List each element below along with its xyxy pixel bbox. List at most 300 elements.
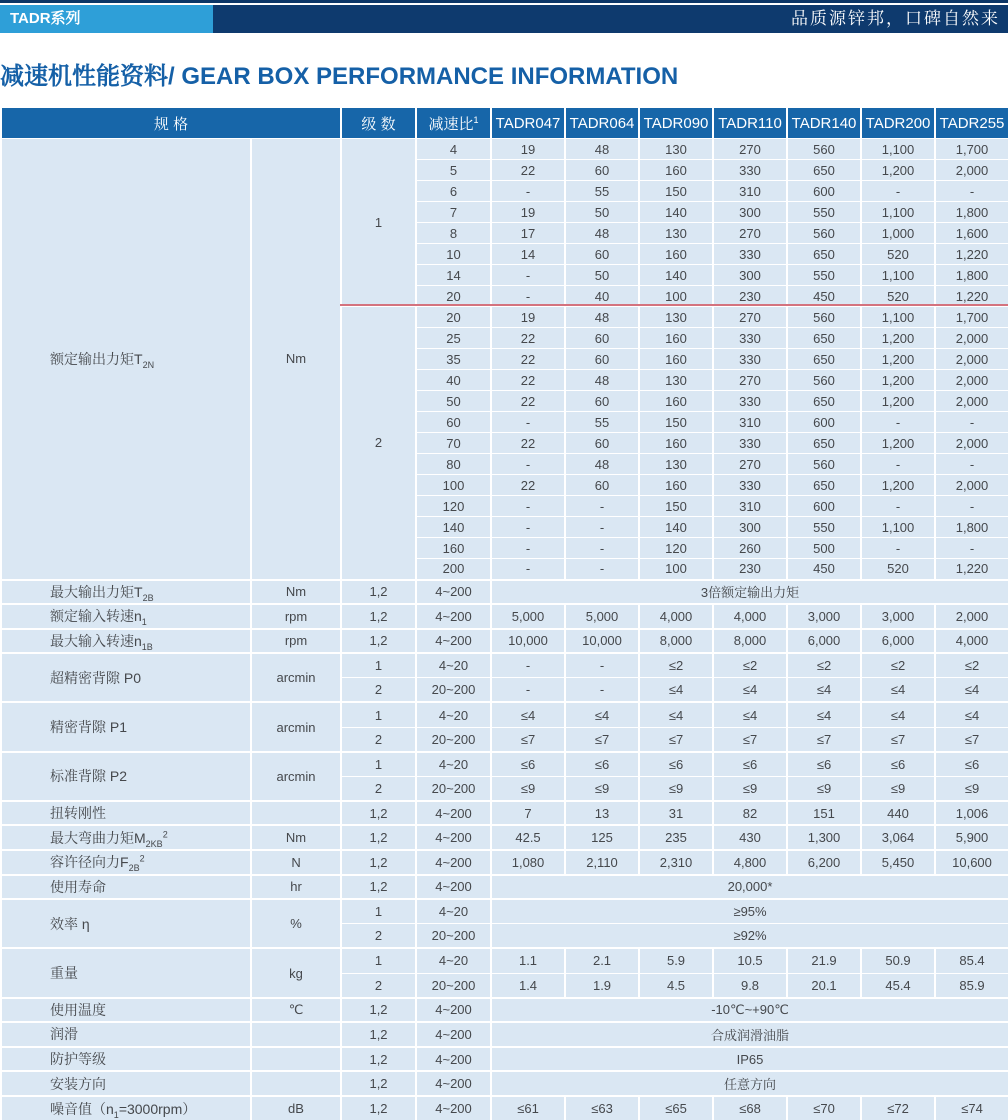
value-cell: 330 — [713, 433, 787, 454]
stage-cell: 1,2 — [341, 1047, 416, 1072]
stage-cell: 1 — [341, 899, 416, 924]
value-cell: 22 — [491, 349, 565, 370]
value-cell: 270 — [713, 370, 787, 391]
value-cell: 160 — [639, 391, 713, 412]
value-cell: 2,000 — [935, 391, 1008, 412]
label-part: 2 — [139, 853, 145, 864]
value-cell: ≤7 — [861, 727, 935, 752]
value-cell: 2,000 — [935, 328, 1008, 349]
label-part: 超精密背隙 P0 — [50, 669, 142, 686]
value-cell: 1,100 — [861, 307, 935, 328]
label-part: 1 — [113, 1109, 119, 1120]
row-label — [1, 875, 251, 900]
value-cell: 60 — [565, 433, 639, 454]
value-cell: - — [565, 496, 639, 517]
label-part: 扭转刚性 — [50, 805, 106, 822]
value-cell: 160 — [639, 328, 713, 349]
value-cell: 60 — [565, 349, 639, 370]
unit-cell: arcmin — [251, 752, 341, 801]
value-cell: ≤4 — [713, 702, 787, 727]
ratio-cell: 5 — [416, 160, 491, 181]
value-cell: - — [491, 454, 565, 475]
table-row — [1, 139, 1008, 160]
value-cell: ≤2 — [935, 653, 1008, 678]
value-cell: 1,006 — [935, 801, 1008, 826]
ratio-cell: 4~200 — [416, 1047, 491, 1072]
value-cell: ≤9 — [491, 776, 565, 801]
row-label — [1, 1096, 251, 1120]
value-cell: 10,000 — [565, 629, 639, 654]
value-cell: 1,080 — [491, 850, 565, 875]
value-cell: 500 — [787, 538, 861, 559]
column-header-TADR047: TADR047 — [491, 108, 565, 139]
value-cell: 50 — [565, 202, 639, 223]
value-cell: 2,310 — [639, 850, 713, 875]
value-cell: 1,220 — [935, 286, 1008, 307]
ratio-footnote-sup: 1 — [473, 114, 479, 125]
value-cell: ≤7 — [639, 727, 713, 752]
value-cell: 10,600 — [935, 850, 1008, 875]
value-cell: 650 — [787, 160, 861, 181]
unit-cell — [251, 1047, 341, 1072]
value-cell: - — [491, 678, 565, 703]
value-cell: 270 — [713, 139, 787, 160]
ratio-cell: 4~200 — [416, 850, 491, 875]
value-cell: ≤63 — [565, 1096, 639, 1120]
label-part: 噪音值（n — [50, 1100, 114, 1117]
value-cell: - — [861, 181, 935, 202]
value-cell: 45.4 — [861, 973, 935, 998]
value-cell: 5,000 — [491, 604, 565, 629]
ratio-cell: 4~200 — [416, 1096, 491, 1120]
row-label — [1, 702, 251, 751]
value-cell: ≤4 — [639, 702, 713, 727]
ratio-cell: 20~200 — [416, 727, 491, 752]
value-cell: 1,200 — [861, 349, 935, 370]
ratio-cell: 35 — [416, 349, 491, 370]
value-cell: 300 — [713, 202, 787, 223]
value-cell: 5,450 — [861, 850, 935, 875]
ratio-cell: 40 — [416, 370, 491, 391]
value-cell: 1,600 — [935, 223, 1008, 244]
ratio-cell: 4~200 — [416, 1022, 491, 1047]
value-cell: - — [565, 678, 639, 703]
value-cell: ≤2 — [861, 653, 935, 678]
unit-cell — [251, 801, 341, 826]
performance-table — [0, 108, 1008, 1120]
stage-cell: 2 — [341, 307, 416, 580]
stage-cell: 1 — [341, 139, 416, 307]
value-cell: ≤2 — [713, 653, 787, 678]
value-cell: 48 — [565, 370, 639, 391]
value-cell: 520 — [861, 286, 935, 307]
value-cell: 1,300 — [787, 825, 861, 850]
unit-cell: arcmin — [251, 702, 341, 751]
value-cell: ≤9 — [935, 776, 1008, 801]
stage-cell: 1 — [341, 948, 416, 973]
label-part: 2B — [128, 863, 140, 874]
value-cell: - — [491, 286, 565, 307]
value-cell: 130 — [639, 454, 713, 475]
value-cell: 22 — [491, 370, 565, 391]
ratio-cell: 4~200 — [416, 580, 491, 605]
ratio-cell: 14 — [416, 265, 491, 286]
value-cell: 10,000 — [491, 629, 565, 654]
value-cell: 13 — [565, 801, 639, 826]
value-cell: 20.1 — [787, 973, 861, 998]
value-cell: 600 — [787, 181, 861, 202]
value-cell: 1.1 — [491, 948, 565, 973]
ratio-label: 减速比 — [428, 115, 474, 133]
value-cell: ≤7 — [565, 727, 639, 752]
ratio-cell: 20~200 — [416, 973, 491, 998]
value-cell: 22 — [491, 391, 565, 412]
value-cell: 560 — [787, 370, 861, 391]
value-cell: 650 — [787, 391, 861, 412]
value-cell: 600 — [787, 412, 861, 433]
value-cell: 235 — [639, 825, 713, 850]
stage-cell: 2 — [341, 973, 416, 998]
value-cell: ≤6 — [639, 752, 713, 777]
value-cell: 3,000 — [861, 604, 935, 629]
value-cell: 1,220 — [935, 244, 1008, 265]
value-cell: 22 — [491, 433, 565, 454]
table-row — [1, 580, 1008, 605]
value-cell: 19 — [491, 202, 565, 223]
value-cell: ≤4 — [639, 678, 713, 703]
span-value-cell: ≥95% — [491, 899, 1008, 924]
value-cell: 125 — [565, 825, 639, 850]
value-cell: 560 — [787, 307, 861, 328]
value-cell: 130 — [639, 223, 713, 244]
unit-cell: Nm — [251, 139, 341, 580]
ratio-cell: 20 — [416, 307, 491, 328]
label-part: 容许径向力F — [50, 854, 129, 871]
column-header-TADR140: TADR140 — [787, 108, 861, 139]
unit-cell — [251, 1022, 341, 1047]
value-cell: 2,000 — [935, 349, 1008, 370]
value-cell: 40 — [565, 286, 639, 307]
value-cell: 6,000 — [787, 629, 861, 654]
value-cell: ≤6 — [861, 752, 935, 777]
value-cell: 300 — [713, 265, 787, 286]
stage-cell: 1,2 — [341, 604, 416, 629]
value-cell: 130 — [639, 139, 713, 160]
value-cell: ≤7 — [935, 727, 1008, 752]
column-header-TADR255: TADR255 — [935, 108, 1008, 139]
value-cell: ≤61 — [491, 1096, 565, 1120]
stage-cell: 1,2 — [341, 875, 416, 900]
ratio-cell: 20~200 — [416, 776, 491, 801]
label-part: 额定输出力矩T — [50, 350, 143, 367]
table-row — [1, 825, 1008, 850]
label-part: 安装方向 — [50, 1075, 106, 1092]
label-part: 精密背隙 P1 — [50, 719, 128, 736]
value-cell: - — [491, 517, 565, 538]
value-cell: 10.5 — [713, 948, 787, 973]
value-cell: 48 — [565, 223, 639, 244]
row-label — [1, 580, 251, 605]
value-cell: 270 — [713, 223, 787, 244]
ratio-cell: 4~20 — [416, 899, 491, 924]
value-cell: ≤9 — [639, 776, 713, 801]
value-cell: - — [565, 538, 639, 559]
value-cell: 4,000 — [639, 604, 713, 629]
value-cell: 1,200 — [861, 391, 935, 412]
value-cell: 82 — [713, 801, 787, 826]
value-cell: 60 — [565, 391, 639, 412]
value-cell: 5.9 — [639, 948, 713, 973]
row-label — [1, 825, 251, 850]
stage-cell: 1 — [341, 653, 416, 678]
value-cell: 6,200 — [787, 850, 861, 875]
value-cell: 60 — [565, 244, 639, 265]
value-cell: 1,100 — [861, 265, 935, 286]
value-cell: - — [861, 412, 935, 433]
value-cell: ≤6 — [491, 752, 565, 777]
value-cell: 450 — [787, 286, 861, 307]
table-row — [1, 899, 1008, 924]
row-label — [1, 998, 251, 1023]
table-row — [1, 1096, 1008, 1120]
value-cell: ≤4 — [565, 702, 639, 727]
value-cell: 1,100 — [861, 139, 935, 160]
value-cell: 55 — [565, 412, 639, 433]
column-header-ratio — [416, 108, 491, 139]
value-cell: 50 — [565, 265, 639, 286]
value-cell: 3,064 — [861, 825, 935, 850]
table-row — [1, 604, 1008, 629]
ratio-cell: 4~200 — [416, 604, 491, 629]
unit-cell: rpm — [251, 604, 341, 629]
value-cell: 5,900 — [935, 825, 1008, 850]
value-cell: - — [491, 496, 565, 517]
value-cell: - — [565, 559, 639, 580]
value-cell: ≤65 — [639, 1096, 713, 1120]
value-cell: - — [861, 454, 935, 475]
value-cell: ≤4 — [713, 678, 787, 703]
value-cell: 60 — [565, 160, 639, 181]
value-cell: 7 — [491, 801, 565, 826]
value-cell: 310 — [713, 181, 787, 202]
table-row — [1, 801, 1008, 826]
value-cell: 4,800 — [713, 850, 787, 875]
value-cell: ≤7 — [713, 727, 787, 752]
ratio-cell: 160 — [416, 538, 491, 559]
ratio-cell: 4~20 — [416, 702, 491, 727]
value-cell: 270 — [713, 454, 787, 475]
row-label — [1, 850, 251, 875]
value-cell: 1,800 — [935, 517, 1008, 538]
table-row — [1, 850, 1008, 875]
value-cell: 31 — [639, 801, 713, 826]
unit-cell: % — [251, 899, 341, 948]
value-cell: 520 — [861, 559, 935, 580]
label-part: 效率 η — [50, 915, 90, 932]
value-cell: 1,100 — [861, 517, 935, 538]
value-cell: 160 — [639, 433, 713, 454]
value-cell: - — [491, 265, 565, 286]
value-cell: 1,200 — [861, 160, 935, 181]
label-part: 润滑 — [50, 1026, 78, 1043]
value-cell: 19 — [491, 139, 565, 160]
ratio-cell: 4~200 — [416, 825, 491, 850]
ratio-cell: 25 — [416, 328, 491, 349]
span-value-cell: 任意方向 — [491, 1071, 1008, 1096]
unit-cell: ℃ — [251, 998, 341, 1023]
value-cell: 19 — [491, 307, 565, 328]
value-cell: 3,000 — [787, 604, 861, 629]
value-cell: 140 — [639, 202, 713, 223]
value-cell: 150 — [639, 412, 713, 433]
table-body — [1, 139, 1008, 1120]
value-cell: 600 — [787, 496, 861, 517]
top-bar — [0, 5, 1008, 33]
ratio-cell: 4 — [416, 139, 491, 160]
value-cell: - — [935, 412, 1008, 433]
ratio-cell: 4~200 — [416, 629, 491, 654]
ratio-cell: 4~20 — [416, 752, 491, 777]
row-label — [1, 1047, 251, 1072]
value-cell: ≤4 — [861, 702, 935, 727]
value-cell: 440 — [861, 801, 935, 826]
value-cell: 120 — [639, 538, 713, 559]
unit-cell: hr — [251, 875, 341, 900]
ratio-cell: 4~20 — [416, 948, 491, 973]
value-cell: 560 — [787, 454, 861, 475]
value-cell: 650 — [787, 433, 861, 454]
table-row — [1, 875, 1008, 900]
value-cell: - — [491, 538, 565, 559]
value-cell: 85.9 — [935, 973, 1008, 998]
span-value-cell: 20,000* — [491, 875, 1008, 900]
span-value-cell: 合成润滑油脂 — [491, 1022, 1008, 1047]
ratio-cell: 200 — [416, 559, 491, 580]
table-row — [1, 1071, 1008, 1096]
ratio-cell: 80 — [416, 454, 491, 475]
value-cell: ≤9 — [713, 776, 787, 801]
table-row — [1, 653, 1008, 678]
value-cell: ≤9 — [787, 776, 861, 801]
value-cell: 9.8 — [713, 973, 787, 998]
value-cell: ≤7 — [491, 727, 565, 752]
value-cell: 100 — [639, 286, 713, 307]
value-cell: ≤4 — [491, 702, 565, 727]
value-cell: 8,000 — [639, 629, 713, 654]
table-row — [1, 752, 1008, 777]
table-row — [1, 1047, 1008, 1072]
value-cell: - — [935, 538, 1008, 559]
stage-cell: 1 — [341, 702, 416, 727]
label-part: 最大输出力矩T — [50, 583, 143, 600]
column-header-TADR200: TADR200 — [861, 108, 935, 139]
value-cell: - — [491, 653, 565, 678]
value-cell: 150 — [639, 181, 713, 202]
value-cell: 55 — [565, 181, 639, 202]
column-header-TADR064: TADR064 — [565, 108, 639, 139]
row-label — [1, 752, 251, 801]
table-row — [1, 1022, 1008, 1047]
ratio-cell: 4~200 — [416, 998, 491, 1023]
label-part: 1 — [141, 617, 147, 628]
table-row — [1, 702, 1008, 727]
row-label — [1, 139, 251, 580]
ratio-cell: 120 — [416, 496, 491, 517]
value-cell: ≤70 — [787, 1096, 861, 1120]
unit-cell: arcmin — [251, 653, 341, 702]
top-accent-line — [0, 0, 1008, 3]
stage-cell: 1,2 — [341, 1022, 416, 1047]
column-header-spec: 规 格 — [1, 108, 341, 139]
value-cell: ≤6 — [565, 752, 639, 777]
value-cell: - — [935, 496, 1008, 517]
value-cell: 550 — [787, 202, 861, 223]
value-cell: ≤4 — [787, 702, 861, 727]
row-label — [1, 1071, 251, 1096]
value-cell: 330 — [713, 349, 787, 370]
ratio-cell: 4~200 — [416, 875, 491, 900]
stage-cell: 1,2 — [341, 1096, 416, 1120]
value-cell: 430 — [713, 825, 787, 850]
column-header-TADR110: TADR110 — [713, 108, 787, 139]
unit-cell: dB — [251, 1096, 341, 1120]
value-cell: 42.5 — [491, 825, 565, 850]
value-cell: 310 — [713, 412, 787, 433]
value-cell: 2,000 — [935, 433, 1008, 454]
header-row — [1, 108, 1008, 139]
label-part: 重量 — [50, 965, 78, 981]
value-cell: 330 — [713, 160, 787, 181]
value-cell: 1,800 — [935, 202, 1008, 223]
column-header-TADR090: TADR090 — [639, 108, 713, 139]
unit-cell: Nm — [251, 825, 341, 850]
value-cell: 140 — [639, 265, 713, 286]
stage-cell: 1 — [341, 752, 416, 777]
value-cell: 150 — [639, 496, 713, 517]
label-part: 2 — [162, 829, 168, 840]
value-cell: 140 — [639, 517, 713, 538]
value-cell: 1,800 — [935, 265, 1008, 286]
value-cell: 160 — [639, 160, 713, 181]
value-cell: 270 — [713, 307, 787, 328]
value-cell: - — [491, 181, 565, 202]
value-cell: 48 — [565, 307, 639, 328]
value-cell: 48 — [565, 454, 639, 475]
value-cell: 1.9 — [565, 973, 639, 998]
ratio-cell: 140 — [416, 517, 491, 538]
label-part: 额定输入转速n — [50, 608, 142, 625]
ratio-cell: 70 — [416, 433, 491, 454]
value-cell: ≤2 — [639, 653, 713, 678]
value-cell: 60 — [565, 328, 639, 349]
value-cell: ≤4 — [935, 702, 1008, 727]
value-cell: 4,000 — [935, 629, 1008, 654]
value-cell: 2,000 — [935, 475, 1008, 496]
table-row — [1, 998, 1008, 1023]
value-cell: ≤4 — [787, 678, 861, 703]
value-cell: ≤6 — [713, 752, 787, 777]
label-part: 使用温度 — [50, 1001, 106, 1018]
ratio-cell: 20 — [416, 286, 491, 307]
value-cell: 1,200 — [861, 370, 935, 391]
table-row — [1, 629, 1008, 654]
value-cell: 4,000 — [713, 604, 787, 629]
value-cell: 22 — [491, 475, 565, 496]
slogan-text: 品质源锌邦，口碑自然来 — [791, 9, 1000, 29]
value-cell: 1,200 — [861, 328, 935, 349]
value-cell: 130 — [639, 370, 713, 391]
page-title: 减速机性能资料/ GEAR BOX PERFORMANCE INFORMATION — [0, 63, 679, 90]
